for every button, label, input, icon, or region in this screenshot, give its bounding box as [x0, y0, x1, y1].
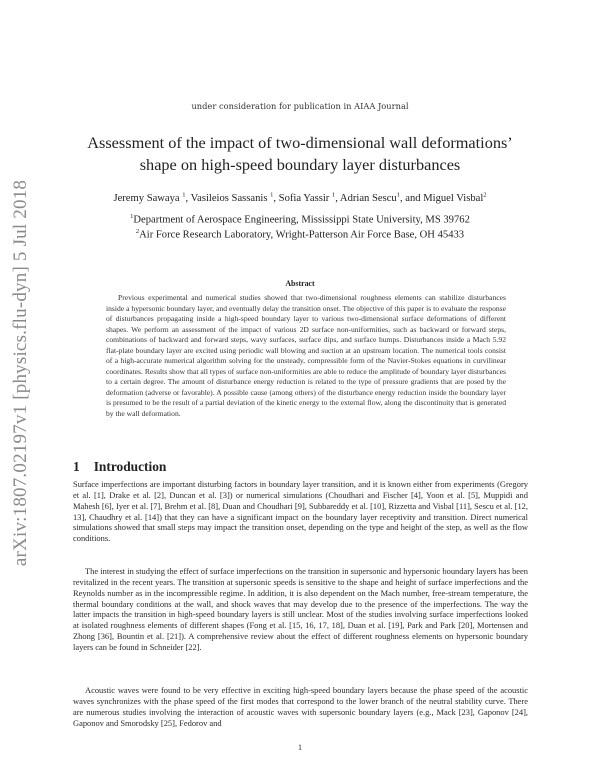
paper-title — [60, 132, 540, 176]
abstract-heading: Abstract — [285, 279, 315, 288]
section-heading — [73, 459, 166, 475]
paragraph: The interest in studying the effect of surface imperfections on the transition in supersonic and hypersonic boundary layers has been revitalized in the recent years. The transition at supersonic speeds is sensitive to the shape and height of surface imperfections and the Reynolds number as in the incompressible regime. In addition, it is also dependent on the Mach number, free-stream temperature, the thermal boundary conditions at the wall, and shock waves that may develop due to the presence of the imperfections. The way the latter impacts the transition in high-speed boundary layers is still unclear. Most of the studies involving surface imperfections looked at isolated roughness elements of different shapes (Fong et al. [15, 16, 17, 18], Duan et al. [19], Park and Park [20], Mortensen and Zhong [36], Bountin et al. [21]). A comprehensive review about the effect of different roughness elements on hypersonic boundary layers can be found in Schneider [22]. — [73, 566, 528, 652]
page-number: 1 — [297, 742, 303, 752]
title-line-2: shape on high-speed boundary layer disturbances — [139, 155, 461, 174]
author: Vasileios Sassanis $^1$, — [190, 191, 279, 204]
paragraph: Acoustic waves were found to be very effective in exciting high-speed boundary layers because the phase speed of the acoustic waves synchronizes with the phase speed of the first modes that correspond to the lower branch of the neutral stability curve. There are numerous studies involving the interaction of acoustic waves with supersonic boundary layers (e.g., Mack [23], Gaponov [24], Gaponov and Smorodsky [25], Fedorov and — [73, 685, 528, 728]
title-line-1: Assessment of the impact of two-dimensional wall deformations’ — [87, 133, 513, 152]
arxiv-id: arXiv:1807.02197v1 [physics.flu-dyn] 5 Jul 2018 — [10, 179, 32, 567]
abstract-text: Previous experimental and numerical studies showed that two-dimensional roughness elements can stabilize disturbances inside a hypersonic boundary layer, and eventually delay the transition onset. The objective of this paper is to evaluate the response of disturbances propagating inside a high-speed boundary layer to various two-dimensional surface deformations of different shapes. We perform an assessment of the impact of various 2D surface non-uniformities, such as backward or forward steps, combinations of backward and forward steps, wavy surfaces, surface dips, and surface humps. Disturbances inside a Mach 5.92 flat-plate boundary layer are excited using periodic wall blowing and suction at an upstream location. The numerical tools consist of a high-accurate numerical algorithm solving for the unsteady, compressible form of the Navier-Stokes equations in curvilinear coordinates. Results show that all types of surface non-uniformities are able to reduce the amplitude of boundary layer disturbances to a certain degree. The amount of disturbance energy reduction is related to the type of pressure gradients that are posed by the deformation (adverse or favorable). A possible cause (among others) of the disturbance energy reduction inside the boundary layer is presumed to be the result of a partial deviation of the kinetic energy to the external flow, along the discontinuity that is generated by the wall deformation. — [106, 293, 506, 418]
section-number: 1 — [73, 459, 80, 474]
paragraph: Surface imperfections are important disturbing factors in boundary layer transition, and it is known either from experiments (Gregory et al. [1], Drake et al. [2], Duncan et al. [3]) or numerical simulations (Choudhari and Fischer [4], Yoon et al. [5], Muppidi and Mahesh [6], Iyer et al. [7], Brehm et al. [8], Duan and Choudhari [9], Subbareddy et al. [10], Rizzetta and Visbal [11], Sescu et al. [12, 13], Chaudhry et al. [14]) that they can have a significant impact on the boundary layer receptivity and transition. Direct numerical simulations showed that small steps may impact the transition onset, depending on the type and height of the step, as well as the flow conditions. — [73, 479, 528, 544]
header-note: under consideration for publication in AIAA Journal — [191, 101, 409, 111]
author: Adrian Sescu$^1$, and — [339, 191, 424, 204]
affiliation-1: $^1$Department of Aerospace Engineering, Mississippi State University, MS 39762 — [130, 213, 470, 226]
author: Miguel Visbal$^2$ — [423, 191, 487, 204]
author-list — [60, 191, 540, 204]
author: Jeremy Sawaya $^1$, — [113, 191, 191, 204]
author: Sofia Yassir $^1$, — [278, 191, 340, 204]
arxiv-stamp — [6, 138, 36, 608]
section-title: Introduction — [93, 459, 167, 474]
affiliation-2: $^2$Air Force Research Laboratory, Wright-Patterson Air Force Base, OH 45433 — [135, 228, 465, 241]
